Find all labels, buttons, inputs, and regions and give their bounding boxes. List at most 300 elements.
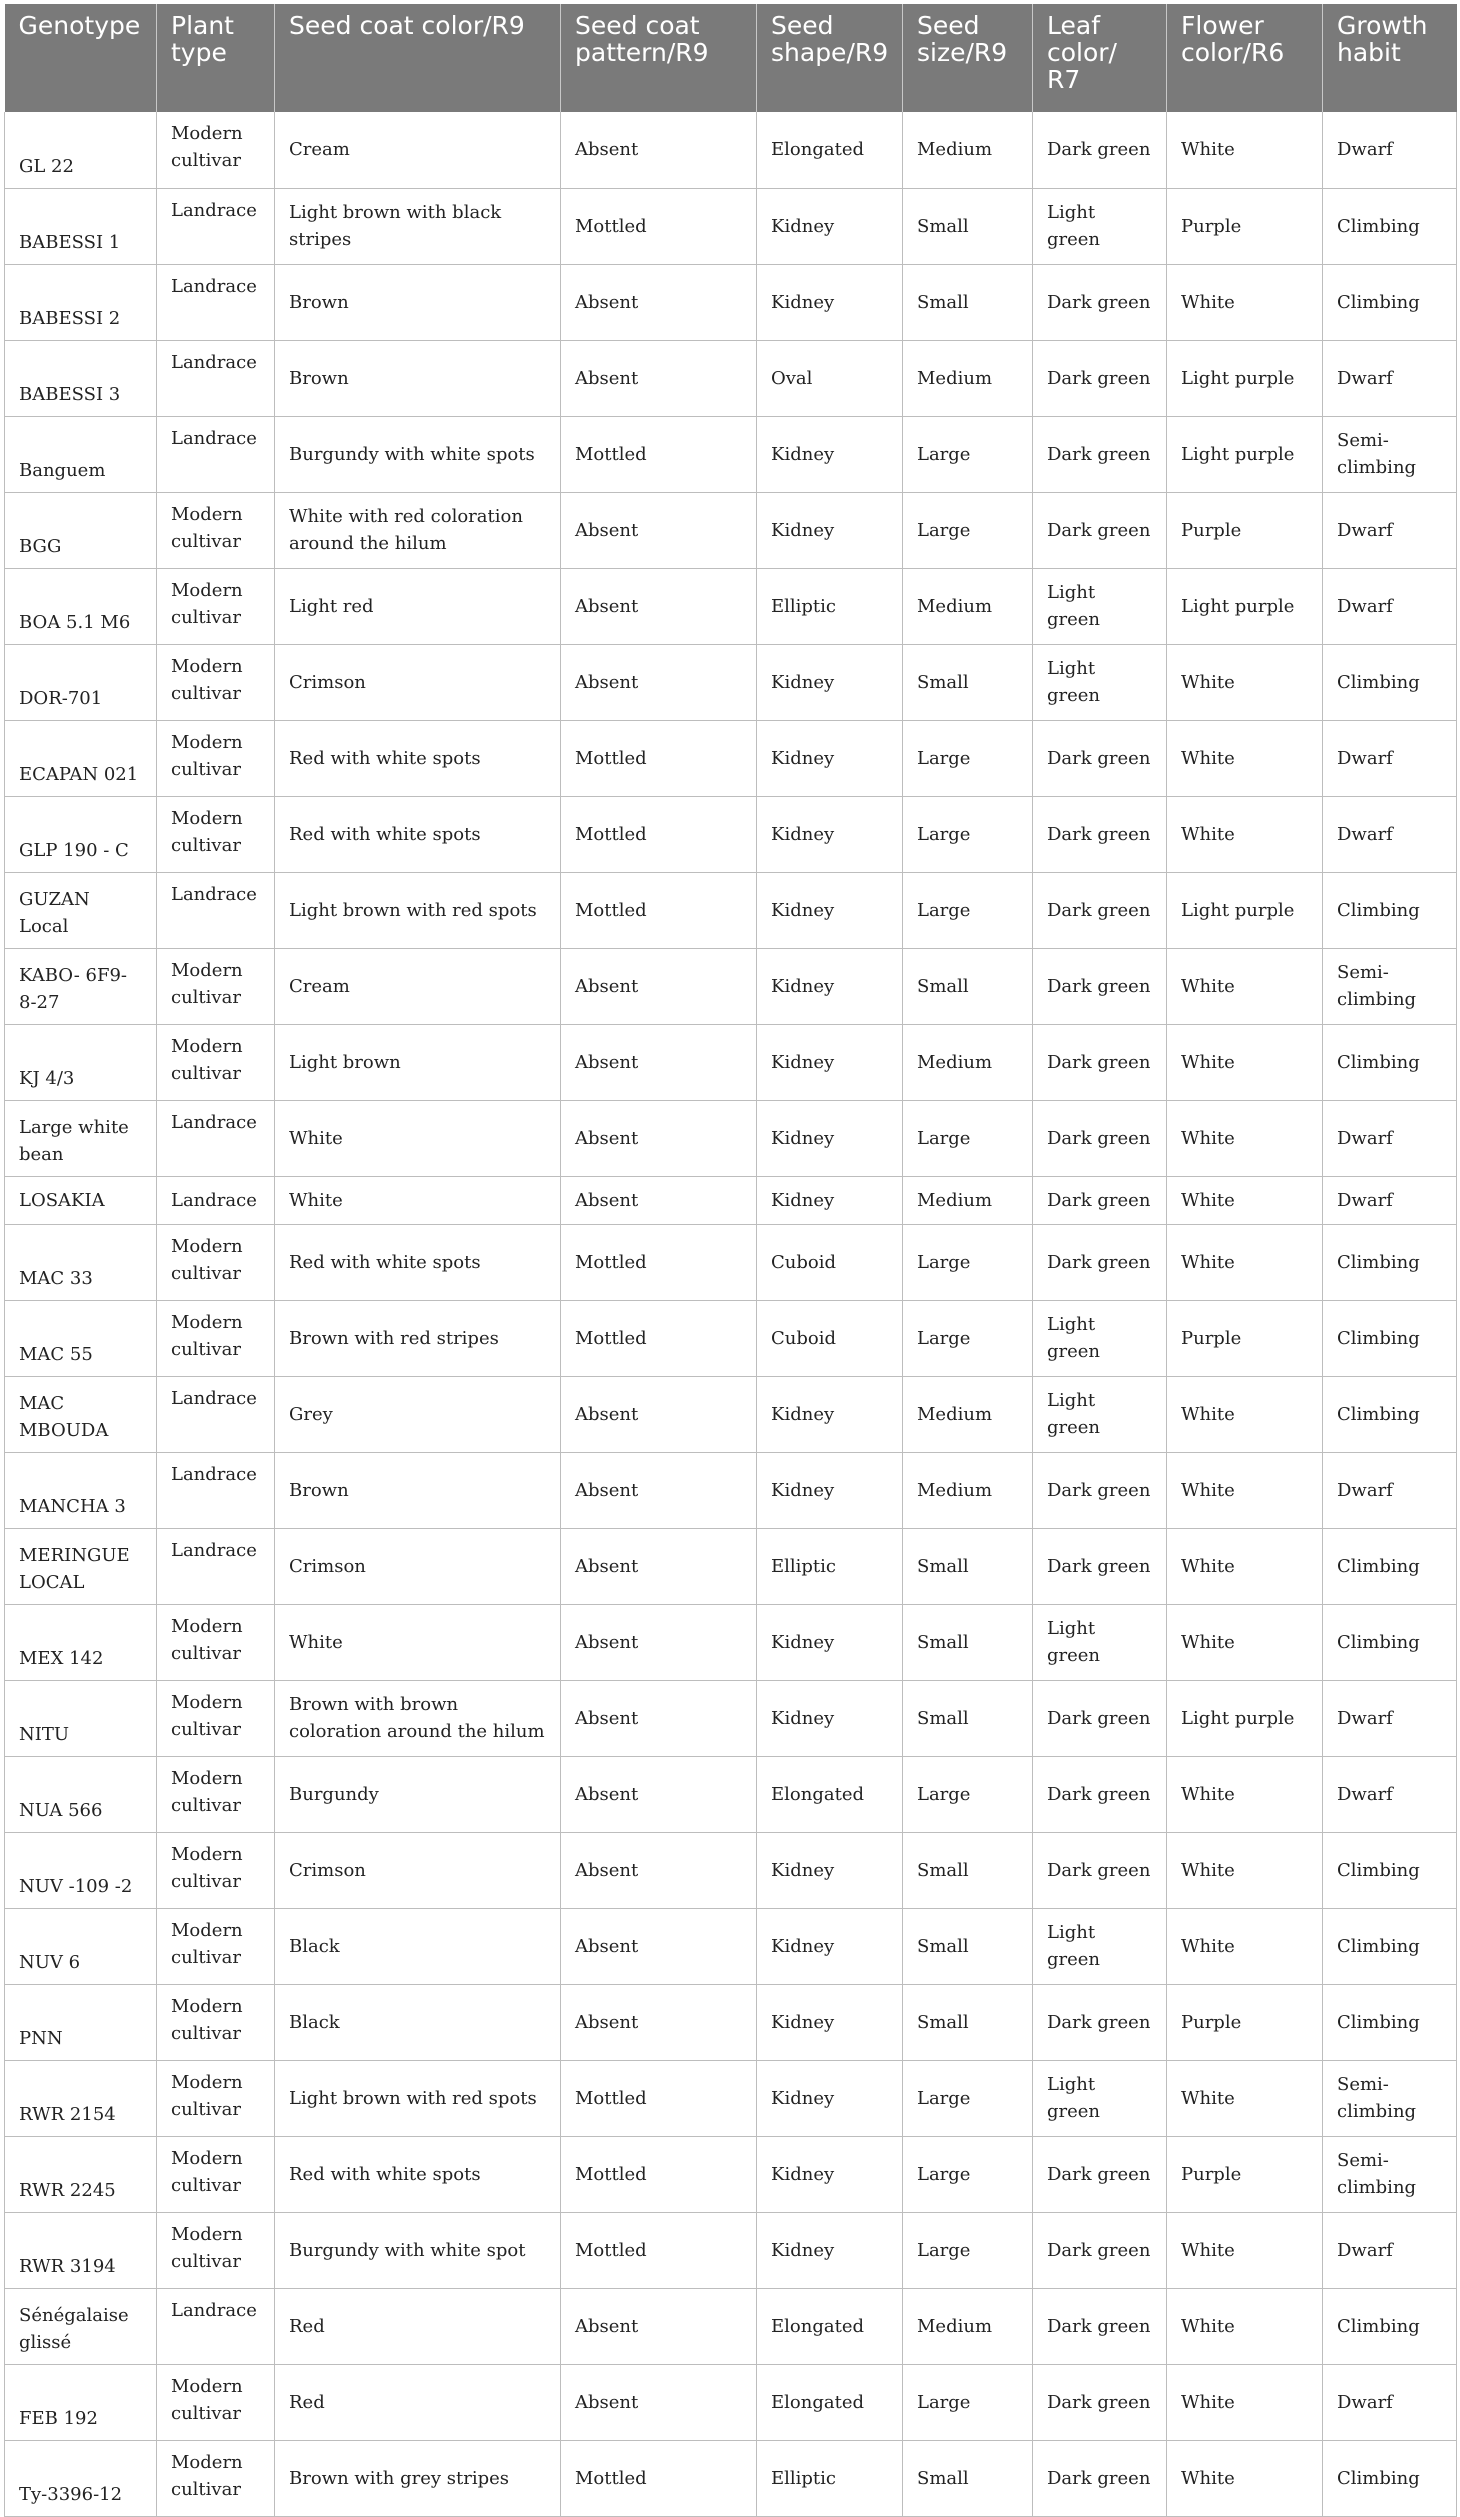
cell-genotype: BABESSI 1 [5, 188, 157, 264]
cell-flower-color: White [1167, 644, 1323, 720]
cell-seed-shape: Kidney [757, 492, 903, 568]
cell-growth-habit: Dwarf [1323, 720, 1457, 796]
cell-leaf-color: Light green [1033, 188, 1167, 264]
cell-genotype: NITU [5, 1680, 157, 1756]
cell-genotype: MEX 142 [5, 1604, 157, 1680]
cell-genotype: MAC 33 [5, 1224, 157, 1300]
cell-flower-color: White [1167, 796, 1323, 872]
cell-plant-type: Modern cultivar [157, 1680, 275, 1756]
cell-seed-size: Medium [903, 1024, 1033, 1100]
cell-seed-coat-color: Grey [275, 1376, 561, 1452]
table-row [5, 2288, 1457, 2364]
cell-plant-type: Landrace [157, 1100, 275, 1176]
cell-plant-type: Landrace [157, 416, 275, 492]
cell-seed-coat-pattern: Mottled [561, 1300, 757, 1376]
cell-flower-color: White [1167, 1376, 1323, 1452]
cell-seed-shape: Kidney [757, 1832, 903, 1908]
cell-seed-shape: Kidney [757, 416, 903, 492]
cell-flower-color: Light purple [1167, 416, 1323, 492]
cell-seed-shape: Kidney [757, 872, 903, 948]
cell-seed-coat-color: Light brown [275, 1024, 561, 1100]
cell-flower-color: White [1167, 1528, 1323, 1604]
cell-plant-type: Modern cultivar [157, 1984, 275, 2060]
cell-growth-habit: Dwarf [1323, 568, 1457, 644]
cell-genotype: FEB 192 [5, 2364, 157, 2440]
cell-seed-shape: Kidney [757, 1452, 903, 1528]
cell-seed-coat-pattern: Absent [561, 1100, 757, 1176]
cell-flower-color: Light purple [1167, 340, 1323, 416]
cell-flower-color: White [1167, 1756, 1323, 1832]
cell-seed-coat-color: Brown with brown coloration around the hilum [275, 1680, 561, 1756]
cell-growth-habit: Dwarf [1323, 112, 1457, 188]
cell-leaf-color: Dark green [1033, 416, 1167, 492]
cell-leaf-color: Light green [1033, 1604, 1167, 1680]
cell-seed-coat-pattern: Absent [561, 2288, 757, 2364]
cell-genotype: GUZAN Local [5, 872, 157, 948]
cell-seed-size: Large [903, 720, 1033, 796]
cell-growth-habit: Climbing [1323, 644, 1457, 720]
cell-leaf-color: Dark green [1033, 1024, 1167, 1100]
cell-leaf-color: Dark green [1033, 2440, 1167, 2516]
cell-plant-type: Modern cultivar [157, 2440, 275, 2516]
cell-plant-type: Landrace [157, 2288, 275, 2364]
table-row [5, 1376, 1457, 1452]
cell-leaf-color: Dark green [1033, 1756, 1167, 1832]
table-row [5, 2212, 1457, 2288]
cell-seed-coat-color: Red with white spots [275, 720, 561, 796]
cell-seed-coat-color: Red with white spots [275, 1224, 561, 1300]
table-row [5, 1680, 1457, 1756]
cell-leaf-color: Light green [1033, 644, 1167, 720]
cell-seed-coat-color: Red [275, 2364, 561, 2440]
cell-plant-type: Modern cultivar [157, 2060, 275, 2136]
cell-growth-habit: Dwarf [1323, 796, 1457, 872]
cell-seed-shape: Kidney [757, 1100, 903, 1176]
table-header-row [5, 4, 1457, 112]
cell-seed-coat-pattern: Mottled [561, 2060, 757, 2136]
cell-seed-coat-color: Crimson [275, 1528, 561, 1604]
cell-seed-size: Large [903, 492, 1033, 568]
cell-seed-coat-pattern: Mottled [561, 1224, 757, 1300]
table-row [5, 188, 1457, 264]
cell-plant-type: Landrace [157, 188, 275, 264]
cell-seed-coat-color: Brown [275, 1452, 561, 1528]
cell-seed-coat-pattern: Mottled [561, 2136, 757, 2212]
header-leaf-color: Leaf color/ R7 [1033, 4, 1167, 112]
cell-genotype: DOR-701 [5, 644, 157, 720]
cell-flower-color: Light purple [1167, 568, 1323, 644]
cell-seed-coat-color: Crimson [275, 1832, 561, 1908]
table-row [5, 720, 1457, 796]
cell-flower-color: Purple [1167, 1300, 1323, 1376]
cell-seed-size: Small [903, 644, 1033, 720]
cell-plant-type: Modern cultivar [157, 1756, 275, 1832]
cell-flower-color: White [1167, 1908, 1323, 1984]
cell-plant-type: Modern cultivar [157, 492, 275, 568]
table-body [5, 112, 1457, 2516]
cell-plant-type: Modern cultivar [157, 948, 275, 1024]
cell-growth-habit: Climbing [1323, 1908, 1457, 1984]
cell-flower-color: White [1167, 1452, 1323, 1528]
cell-seed-size: Medium [903, 112, 1033, 188]
header-seed-coat-color: Seed coat color/R9 [275, 4, 561, 112]
cell-seed-coat-pattern: Absent [561, 1024, 757, 1100]
cell-seed-shape: Kidney [757, 1604, 903, 1680]
table-row [5, 1756, 1457, 1832]
cell-seed-coat-color: Crimson [275, 644, 561, 720]
cell-seed-coat-color: Black [275, 1908, 561, 1984]
cell-genotype: Large white bean [5, 1100, 157, 1176]
cell-seed-shape: Elliptic [757, 2440, 903, 2516]
cell-leaf-color: Dark green [1033, 1176, 1167, 1224]
cell-seed-size: Large [903, 872, 1033, 948]
cell-seed-coat-pattern: Mottled [561, 872, 757, 948]
cell-growth-habit: Dwarf [1323, 1176, 1457, 1224]
cell-seed-size: Small [903, 1908, 1033, 1984]
cell-flower-color: Purple [1167, 2136, 1323, 2212]
table-row [5, 2364, 1457, 2440]
cell-leaf-color: Dark green [1033, 340, 1167, 416]
cell-genotype: GLP 190 - C [5, 796, 157, 872]
cell-flower-color: White [1167, 1100, 1323, 1176]
table-row [5, 264, 1457, 340]
cell-seed-coat-color: White [275, 1100, 561, 1176]
cell-seed-shape: Kidney [757, 796, 903, 872]
cell-seed-coat-pattern: Absent [561, 1604, 757, 1680]
cell-growth-habit: Semi-climbing [1323, 2136, 1457, 2212]
cell-flower-color: White [1167, 1604, 1323, 1680]
cell-seed-shape: Oval [757, 340, 903, 416]
cell-seed-coat-pattern: Mottled [561, 796, 757, 872]
cell-growth-habit: Semi-climbing [1323, 416, 1457, 492]
table-row [5, 568, 1457, 644]
table-row [5, 872, 1457, 948]
cell-genotype: LOSAKIA [5, 1176, 157, 1224]
cell-seed-coat-pattern: Absent [561, 1376, 757, 1452]
cell-growth-habit: Climbing [1323, 188, 1457, 264]
cell-seed-size: Small [903, 1984, 1033, 2060]
table-row [5, 112, 1457, 188]
cell-seed-size: Large [903, 1756, 1033, 1832]
cell-growth-habit: Climbing [1323, 1024, 1457, 1100]
cell-growth-habit: Dwarf [1323, 1452, 1457, 1528]
cell-seed-coat-pattern: Mottled [561, 720, 757, 796]
cell-genotype: RWR 2245 [5, 2136, 157, 2212]
cell-plant-type: Landrace [157, 264, 275, 340]
cell-seed-coat-color: Cream [275, 112, 561, 188]
cell-plant-type: Landrace [157, 1176, 275, 1224]
cell-flower-color: White [1167, 2440, 1323, 2516]
cell-seed-coat-color: Red [275, 2288, 561, 2364]
cell-seed-size: Medium [903, 340, 1033, 416]
cell-seed-coat-color: Burgundy [275, 1756, 561, 1832]
cell-genotype: RWR 3194 [5, 2212, 157, 2288]
cell-seed-coat-pattern: Absent [561, 2364, 757, 2440]
cell-seed-shape: Elliptic [757, 568, 903, 644]
cell-seed-coat-color: Red with white spots [275, 2136, 561, 2212]
cell-seed-shape: Kidney [757, 188, 903, 264]
cell-seed-coat-pattern: Absent [561, 644, 757, 720]
header-growth-habit: Growth habit [1323, 4, 1457, 112]
cell-leaf-color: Light green [1033, 2060, 1167, 2136]
cell-flower-color: White [1167, 2288, 1323, 2364]
cell-growth-habit: Dwarf [1323, 1756, 1457, 1832]
cell-seed-shape: Kidney [757, 644, 903, 720]
cell-plant-type: Modern cultivar [157, 1224, 275, 1300]
cell-growth-habit: Dwarf [1323, 1680, 1457, 1756]
cell-seed-coat-pattern: Absent [561, 264, 757, 340]
cell-leaf-color: Dark green [1033, 1528, 1167, 1604]
cell-leaf-color: Dark green [1033, 1984, 1167, 2060]
header-seed-coat-pattern: Seed coat pattern/R9 [561, 4, 757, 112]
cell-leaf-color: Dark green [1033, 2364, 1167, 2440]
cell-plant-type: Modern cultivar [157, 644, 275, 720]
cell-leaf-color: Light green [1033, 568, 1167, 644]
cell-growth-habit: Climbing [1323, 2440, 1457, 2516]
cell-leaf-color: Light green [1033, 1908, 1167, 1984]
cell-seed-size: Large [903, 2060, 1033, 2136]
table-row [5, 2440, 1457, 2516]
cell-growth-habit: Climbing [1323, 1832, 1457, 1908]
cell-flower-color: White [1167, 1176, 1323, 1224]
cell-growth-habit: Climbing [1323, 872, 1457, 948]
cell-seed-size: Large [903, 1224, 1033, 1300]
cell-growth-habit: Dwarf [1323, 2364, 1457, 2440]
cell-seed-coat-color: Cream [275, 948, 561, 1024]
cell-seed-size: Large [903, 1100, 1033, 1176]
header-genotype: Genotype [5, 4, 157, 112]
cell-genotype: ECAPAN 021 [5, 720, 157, 796]
cell-seed-coat-color: White [275, 1176, 561, 1224]
cell-seed-size: Medium [903, 1452, 1033, 1528]
table-row [5, 1452, 1457, 1528]
table-row [5, 2136, 1457, 2212]
cell-seed-shape: Elongated [757, 2364, 903, 2440]
cell-seed-shape: Kidney [757, 2136, 903, 2212]
cell-seed-size: Small [903, 1528, 1033, 1604]
cell-seed-shape: Kidney [757, 1680, 903, 1756]
cell-seed-coat-pattern: Absent [561, 1832, 757, 1908]
cell-genotype: Banguem [5, 416, 157, 492]
table-row [5, 644, 1457, 720]
cell-seed-coat-pattern: Mottled [561, 2212, 757, 2288]
cell-leaf-color: Dark green [1033, 872, 1167, 948]
cell-seed-shape: Kidney [757, 720, 903, 796]
cell-seed-coat-color: White with red coloration around the hilum [275, 492, 561, 568]
cell-plant-type: Modern cultivar [157, 2364, 275, 2440]
cell-seed-coat-color: Light brown with red spots [275, 872, 561, 948]
cell-seed-coat-pattern: Absent [561, 492, 757, 568]
cell-plant-type: Modern cultivar [157, 1604, 275, 1680]
cell-seed-coat-pattern: Absent [561, 568, 757, 644]
cell-seed-coat-pattern: Absent [561, 1908, 757, 1984]
cell-seed-size: Medium [903, 2288, 1033, 2364]
cell-leaf-color: Dark green [1033, 796, 1167, 872]
cell-growth-habit: Climbing [1323, 2288, 1457, 2364]
cell-growth-habit: Climbing [1323, 1604, 1457, 1680]
cell-seed-shape: Kidney [757, 264, 903, 340]
table-row [5, 416, 1457, 492]
cell-flower-color: White [1167, 1224, 1323, 1300]
cell-seed-size: Large [903, 2136, 1033, 2212]
cell-flower-color: White [1167, 948, 1323, 1024]
cell-seed-size: Small [903, 188, 1033, 264]
header-seed-shape: Seed shape/R9 [757, 4, 903, 112]
cell-seed-size: Small [903, 1680, 1033, 1756]
cell-plant-type: Modern cultivar [157, 1832, 275, 1908]
header-seed-size: Seed size/R9 [903, 4, 1033, 112]
cell-plant-type: Landrace [157, 1376, 275, 1452]
cell-seed-size: Large [903, 2364, 1033, 2440]
cell-seed-size: Medium [903, 1376, 1033, 1452]
cell-seed-size: Large [903, 2212, 1033, 2288]
cell-seed-size: Large [903, 416, 1033, 492]
cell-seed-coat-color: Brown with red stripes [275, 1300, 561, 1376]
cell-flower-color: White [1167, 2212, 1323, 2288]
cell-plant-type: Modern cultivar [157, 1024, 275, 1100]
cell-growth-habit: Climbing [1323, 1376, 1457, 1452]
cell-genotype: BGG [5, 492, 157, 568]
cell-plant-type: Landrace [157, 1452, 275, 1528]
cell-growth-habit: Climbing [1323, 1528, 1457, 1604]
cell-growth-habit: Climbing [1323, 264, 1457, 340]
cell-leaf-color: Dark green [1033, 948, 1167, 1024]
genotype-traits-table [4, 4, 1457, 2517]
header-flower-color: Flower color/R6 [1167, 4, 1323, 112]
cell-seed-shape: Elongated [757, 1756, 903, 1832]
cell-genotype: Ty-3396-12 [5, 2440, 157, 2516]
cell-seed-coat-color: Brown [275, 340, 561, 416]
cell-flower-color: White [1167, 2060, 1323, 2136]
cell-flower-color: White [1167, 1024, 1323, 1100]
cell-seed-size: Small [903, 264, 1033, 340]
table-row [5, 1604, 1457, 1680]
cell-leaf-color: Dark green [1033, 2212, 1167, 2288]
cell-genotype: KABO- 6F9-8-27 [5, 948, 157, 1024]
cell-flower-color: White [1167, 264, 1323, 340]
cell-genotype: BABESSI 3 [5, 340, 157, 416]
cell-seed-coat-pattern: Absent [561, 948, 757, 1024]
cell-plant-type: Modern cultivar [157, 112, 275, 188]
table-row [5, 2060, 1457, 2136]
table-row [5, 948, 1457, 1024]
cell-seed-shape: Kidney [757, 1176, 903, 1224]
table-row [5, 1984, 1457, 2060]
cell-flower-color: Purple [1167, 492, 1323, 568]
cell-leaf-color: Light green [1033, 1300, 1167, 1376]
cell-flower-color: Light purple [1167, 1680, 1323, 1756]
cell-leaf-color: Dark green [1033, 1680, 1167, 1756]
cell-genotype: PNN [5, 1984, 157, 2060]
cell-seed-shape: Kidney [757, 1984, 903, 2060]
cell-flower-color: White [1167, 112, 1323, 188]
cell-seed-shape: Kidney [757, 1908, 903, 1984]
cell-seed-coat-pattern: Absent [561, 1176, 757, 1224]
cell-seed-coat-pattern: Mottled [561, 188, 757, 264]
cell-genotype: MERINGUE LOCAL [5, 1528, 157, 1604]
cell-leaf-color: Dark green [1033, 2288, 1167, 2364]
cell-seed-coat-color: Burgundy with white spots [275, 416, 561, 492]
cell-seed-size: Small [903, 1604, 1033, 1680]
cell-plant-type: Landrace [157, 872, 275, 948]
cell-seed-shape: Kidney [757, 1376, 903, 1452]
cell-growth-habit: Dwarf [1323, 340, 1457, 416]
cell-flower-color: Purple [1167, 1984, 1323, 2060]
cell-genotype: GL 22 [5, 112, 157, 188]
cell-seed-size: Medium [903, 1176, 1033, 1224]
table-row [5, 492, 1457, 568]
cell-leaf-color: Dark green [1033, 492, 1167, 568]
cell-flower-color: White [1167, 2364, 1323, 2440]
cell-leaf-color: Dark green [1033, 1224, 1167, 1300]
cell-seed-coat-color: Brown [275, 264, 561, 340]
cell-growth-habit: Dwarf [1323, 2212, 1457, 2288]
table-row [5, 1100, 1457, 1176]
cell-seed-coat-pattern: Absent [561, 340, 757, 416]
cell-plant-type: Modern cultivar [157, 2212, 275, 2288]
cell-growth-habit: Climbing [1323, 1300, 1457, 1376]
cell-genotype: NUV 6 [5, 1908, 157, 1984]
cell-seed-coat-color: Brown with grey stripes [275, 2440, 561, 2516]
cell-genotype: MAC 55 [5, 1300, 157, 1376]
cell-leaf-color: Dark green [1033, 2136, 1167, 2212]
cell-growth-habit: Semi-climbing [1323, 948, 1457, 1024]
cell-seed-size: Small [903, 1832, 1033, 1908]
cell-seed-size: Large [903, 1300, 1033, 1376]
cell-plant-type: Modern cultivar [157, 568, 275, 644]
table-row [5, 1224, 1457, 1300]
cell-seed-shape: Kidney [757, 2212, 903, 2288]
cell-leaf-color: Dark green [1033, 1452, 1167, 1528]
cell-seed-shape: Kidney [757, 1024, 903, 1100]
table-row [5, 1908, 1457, 1984]
cell-seed-shape: Kidney [757, 2060, 903, 2136]
cell-seed-coat-color: White [275, 1604, 561, 1680]
cell-seed-shape: Cuboid [757, 1224, 903, 1300]
cell-seed-coat-color: Black [275, 1984, 561, 2060]
cell-plant-type: Modern cultivar [157, 2136, 275, 2212]
table-row [5, 340, 1457, 416]
table-container [4, 4, 1457, 2517]
cell-leaf-color: Dark green [1033, 1100, 1167, 1176]
cell-seed-coat-pattern: Absent [561, 112, 757, 188]
cell-leaf-color: Light green [1033, 1376, 1167, 1452]
cell-plant-type: Landrace [157, 1528, 275, 1604]
cell-seed-shape: Kidney [757, 948, 903, 1024]
cell-seed-size: Medium [903, 568, 1033, 644]
cell-seed-coat-pattern: Absent [561, 1680, 757, 1756]
cell-growth-habit: Semi-climbing [1323, 2060, 1457, 2136]
cell-seed-coat-color: Light brown with red spots [275, 2060, 561, 2136]
cell-seed-shape: Cuboid [757, 1300, 903, 1376]
cell-seed-coat-color: Light brown with black stripes [275, 188, 561, 264]
cell-seed-coat-pattern: Absent [561, 1528, 757, 1604]
cell-genotype: MAC MBOUDA [5, 1376, 157, 1452]
cell-seed-size: Small [903, 948, 1033, 1024]
table-row [5, 1300, 1457, 1376]
cell-seed-shape: Elongated [757, 2288, 903, 2364]
cell-seed-shape: Elongated [757, 112, 903, 188]
cell-genotype: KJ 4/3 [5, 1024, 157, 1100]
cell-genotype: BOA 5.1 M6 [5, 568, 157, 644]
cell-flower-color: White [1167, 1832, 1323, 1908]
cell-growth-habit: Dwarf [1323, 492, 1457, 568]
cell-genotype: NUV -109 -2 [5, 1832, 157, 1908]
table-row [5, 1024, 1457, 1100]
cell-plant-type: Modern cultivar [157, 1908, 275, 1984]
cell-plant-type: Modern cultivar [157, 796, 275, 872]
cell-leaf-color: Dark green [1033, 1832, 1167, 1908]
